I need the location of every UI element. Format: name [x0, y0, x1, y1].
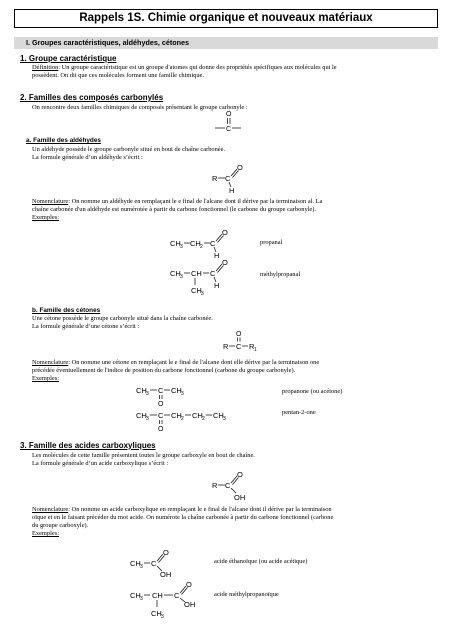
svg-text:C: C [210, 239, 216, 248]
svg-text:OH: OH [234, 493, 246, 502]
propanal-formula [170, 228, 240, 258]
svg-text:CH: CH [130, 559, 141, 568]
aldehydes-examples-label: Exemples: [32, 214, 59, 221]
atom-O: O [226, 111, 232, 118]
definition-text-2: possèdent. On dit que ces molécules forment une famille chimique. [32, 72, 204, 79]
svg-text:CH: CH [170, 239, 181, 248]
pentan-2-one-formula [136, 405, 256, 433]
svg-text:CH: CH [130, 591, 141, 600]
svg-text:2: 2 [200, 244, 203, 250]
svg-text:3: 3 [180, 274, 183, 280]
svg-text:C: C [158, 386, 164, 395]
svg-text:CH: CH [191, 269, 202, 278]
cetones-examples-label: Exemples: [32, 375, 59, 382]
methylpropanoic-acid-formula [130, 580, 215, 620]
cetones-text: Une cétone possède le groupe carbonyle situé dans la chaîne carbonée. La formule générale d’une cétone s’écrit : [32, 315, 213, 330]
svg-text:3: 3 [146, 391, 149, 397]
svg-text:H: H [214, 281, 220, 290]
svg-text:CH: CH [170, 269, 181, 278]
section-2-intro: On rencontre deux familles chimiques de composés présentant le groupe carbonyle : [32, 104, 248, 111]
example-methylpropanal: méthylpropanal [260, 271, 301, 278]
svg-text:1: 1 [254, 347, 257, 353]
propanone-formula [136, 385, 206, 407]
svg-text:H: H [214, 251, 220, 260]
definition-label: Définition [32, 64, 59, 71]
aldehyde-general-formula [210, 163, 246, 193]
svg-text:CH: CH [213, 411, 224, 420]
carboxylic-acid-general-formula [210, 470, 250, 502]
svg-text:O: O [163, 548, 169, 557]
svg-text:C: C [151, 559, 157, 568]
example-propanone: propanone (ou acétone) [282, 388, 343, 395]
section-1-heading: 1. Groupe caractéristique [20, 54, 117, 63]
svg-text:CH: CH [136, 411, 147, 420]
svg-text:R: R [212, 174, 218, 183]
example-pentan-2-one: pentan-2-one [282, 409, 316, 416]
svg-text:CH: CH [151, 609, 162, 618]
svg-text:CH: CH [191, 286, 202, 295]
svg-text:CH: CH [152, 591, 163, 600]
svg-text:C: C [158, 411, 164, 420]
svg-text:O: O [237, 470, 243, 479]
svg-text:C: C [225, 481, 231, 490]
svg-text:O: O [222, 228, 228, 237]
svg-text:R: R [223, 342, 229, 351]
svg-text:3: 3 [223, 416, 226, 422]
example-propanal: propanal [260, 239, 283, 246]
section-3-text: Les molécules de cette famille présentent toutes le groupe carboxyle en bout de chaîne. La formule générale d’un acide carboxylique s’écrit : [32, 452, 255, 467]
svg-text:OH: OH [160, 570, 172, 579]
svg-text:2: 2 [181, 416, 184, 422]
svg-text:O: O [158, 401, 164, 408]
section-1-definition [32, 64, 442, 80]
svg-text:O: O [186, 580, 192, 589]
svg-text:CH: CH [171, 411, 182, 420]
aldehydes-line-2: La formule générale d’un aldéhyde s’écrit : [32, 154, 143, 161]
atom-C: C [226, 126, 232, 133]
svg-text:R: R [212, 481, 218, 490]
cetones-heading: b. Famille des cétones [32, 307, 101, 314]
part-heading: I. Groupes caractéristiques, aldéhydes, cétones [14, 37, 438, 49]
svg-text:3: 3 [146, 416, 149, 422]
example-methylpropanoic-acid: acide méthylpropanoïque [214, 591, 279, 598]
svg-text:O: O [236, 331, 242, 338]
svg-text:3: 3 [201, 291, 204, 297]
svg-text:C: C [236, 342, 242, 351]
svg-text:C: C [210, 269, 216, 278]
svg-text:R: R [249, 342, 255, 351]
aldehydes-line-1: Un aldéhyde possède le groupe carbonyle situé en bout de chaîne carbonée. [32, 146, 226, 153]
page-title: Rappels 1S. Chimie organique et nouveaux matériaux [14, 9, 438, 28]
svg-text:CH: CH [192, 411, 203, 420]
svg-text:2: 2 [202, 416, 205, 422]
aldehydes-nomenclature: Nomenclature: On nomme un aldéhyde en remplaçant le e final de l'alcane dont il dérive par la terminaison al. La chaîne carbonée d'un aldéhyde est numérotée à partir du carbone fonctionnel (le carbone du groupe carbonyle). Exemples: [32, 198, 323, 221]
svg-text:CH: CH [190, 239, 201, 248]
svg-text:3: 3 [140, 564, 143, 570]
svg-text:3: 3 [140, 596, 143, 602]
section-3-examples-label: Exemples: [32, 530, 59, 537]
section-3-nomenclature: Nomenclature: On nomme un acide carboxylique en remplaçant le e final de l'alcane dont il dérive par la terminaison oïque et en le faisant précéder du mot acide. On numérote la chaîne carbonée à partir du carbone fonctionnel (carbone du groupe carboxyle). Exemples: [32, 506, 334, 537]
ethanoic-acid-formula [130, 548, 190, 580]
carbonyl-group-formula [213, 110, 243, 136]
example-ethanoic-acid: acide éthanoïque (ou acide acétique) [214, 558, 308, 565]
svg-text:O: O [158, 426, 164, 433]
section-3-heading: 3. Famille des acides carboxyliques [20, 441, 156, 450]
svg-text:C: C [174, 591, 180, 600]
aldehydes-heading: a. Famille des aldéhydes [26, 137, 101, 144]
svg-text:O: O [237, 163, 243, 172]
svg-text:H: H [229, 186, 235, 195]
cetones-nomenclature: Nomenclature: On nomme une cétone en remplaçant le e final de l'alcane dont elle dérive par la terminaison one précédée éventuellement de l'indice de position du carbone fonctionnel (carbone du groupe carbonyle). Exemples: [32, 359, 320, 382]
cetone-general-formula [222, 330, 267, 352]
definition-text: : Un groupe caractéristique est un groupe d'atomes qui donne des propriétés spécifiques aux molécules qui le [58, 64, 337, 71]
svg-text:CH: CH [171, 386, 182, 395]
svg-text:3: 3 [161, 614, 164, 620]
svg-text:OH: OH [184, 600, 196, 609]
svg-text:3: 3 [180, 244, 183, 250]
svg-text:3: 3 [181, 391, 184, 397]
aldehydes-text [32, 146, 225, 162]
svg-text:CH: CH [136, 386, 147, 395]
svg-text:O: O [222, 258, 228, 267]
svg-text:C: C [225, 174, 231, 183]
methylpropanal-formula [170, 258, 250, 298]
section-2-heading: 2. Familles des composés carbonylés [20, 93, 164, 102]
